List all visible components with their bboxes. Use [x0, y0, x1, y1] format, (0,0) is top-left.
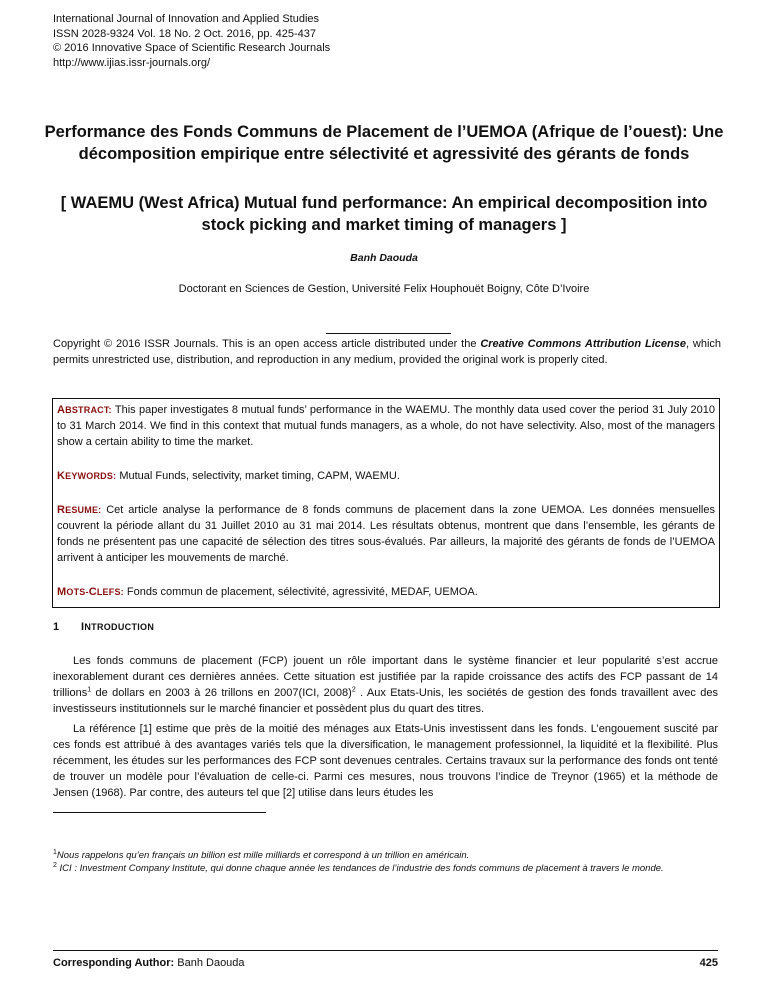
resume-text: Cet article analyse la performance de 8 fonds communs de placement dans la zone UEMOA. Les données mensuelles couvrent la période allant du 31 Juillet 2010 au 31 mai 2014. Les résultats obtenus, montrent que dans l’ensemble, les gérants de fonds ne présentent pas une capacité de sélection des titres sous-évalués. Par ailleurs, la majorité des gérants de fonds de l’UEMOA arrivent à anticiper les mouvements de marché.	[57, 504, 715, 564]
section-number: 1	[53, 621, 60, 633]
abstract-label: ABSTRACT:	[57, 404, 112, 416]
page-number: 425	[699, 957, 718, 969]
mots-clefs	[57, 584, 715, 600]
title-french	[40, 121, 728, 165]
abstract-box	[52, 398, 720, 608]
journal-url[interactable]: http://www.ijias.issr-journals.org/	[53, 56, 211, 69]
title-french-line-2: décomposition empirique entre sélectivité et agressivité des gérants de fonds	[78, 145, 690, 163]
journal-copyright: © 2016 Innovative Space of Scientific Research Journals	[53, 42, 331, 54]
abstract-text: This paper investigates 8 mutual funds’ performance in the WAEMU. The monthly data used cover the period 31 July 2010 to 31 March 2014. We find in this context that mutual funds managers, as a whole, do not have selectivity. Also, most of the managers show a certain ability to time the market.	[57, 404, 715, 448]
section-title: INTRODUCTION	[81, 621, 155, 633]
author-affiliation: Doctorant en Sciences de Gestion, Université Felix Houphouët Boigny, Côte D’Ivoire	[178, 283, 590, 295]
footnote-divider	[53, 812, 266, 813]
resume-label: RESUME:	[57, 504, 102, 516]
corresponding-author: Corresponding Author: Banh Daouda	[53, 957, 245, 969]
license-name[interactable]: Creative Commons Attribution License	[480, 338, 686, 350]
abstract	[57, 402, 715, 450]
section-heading	[53, 621, 154, 633]
mots-clefs-text: Fonds commun de placement, sélectivité, agressivité, MEDAF, UEMOA.	[123, 586, 478, 598]
title-english-line-2: stock picking and market timing of managers ]	[201, 216, 567, 234]
footnote-ref-1[interactable]: 1	[87, 686, 92, 694]
journal-issn: ISSN 2028-9324 Vol. 18 No. 2 Oct. 2016, pp. 425-437	[53, 27, 316, 40]
footnote-2: $^2$ ICI : Investment Company Institute, qui donne chaque année les tendances de l’industrie des fonds communs de placement à travers le monde.	[53, 861, 664, 874]
journal-header	[53, 12, 330, 70]
title-french-line-1: Performance des Fonds Communs de Placement de l’UEMOA (Afrique de l’ouest): Une	[44, 123, 724, 141]
footnote-1: $^1$Nous rappelons qu’en français un billion est mille milliards et correspond à un trillion en américain.	[53, 848, 470, 861]
intro-paragraph-1: Les fonds communs de placement (FCP) jouent un rôle important dans le système financier et leur popularité s’est accrue inexorablement durant ces dernières années. Cette situation est justifiée par la rapide croissance des actifs des FCP passant de 14 trillions$^1$ de dollars en 2003 à 26 trillons en 2007(ICI, 2008)$^2$ . Aux Etats-Unis, les sociétés de gestion des fonds travaillent avec des investisseurs institutionnels sur le marché financier et possèdent plus du quart des titres.	[53, 655, 718, 715]
title-english	[40, 192, 728, 236]
copyright-text-end: , which permits unrestricted use, distribution, and reproduction in any medium, provided the original work is properly cited.	[53, 338, 722, 366]
footnote-ref-2[interactable]: 2	[351, 686, 356, 694]
title-english-line-1: [ WAEMU (West Africa) Mutual fund performance: An empirical decomposition into	[60, 194, 708, 212]
keywords-text: Mutual Funds, selectivity, market timing, CAPM, WAEMU.	[116, 470, 400, 482]
keywords	[57, 468, 715, 484]
resume	[57, 502, 715, 566]
intro-paragraph-2: La référence [1] estime que près de la moitié des ménages aux Etats-Unis investissent dans les fonds. L’engouement suscité par ces fonds est attribué à des avantages variés tels que la diversification, le management professionnel, la liquidité et la flexibilité. Plus récemment, les études sur les performances des FCP sont devenues centrales. Certains travaux sur la performance des fonds ont tenté de trouver un modèle pour l’évaluation de celle-ci. Parmi ces mesures, nous trouvons l’indice de Treynor (1965) et la méthode de Jensen (1968). Par contre, des auteurs tel que [2] utilise dans leurs études les	[53, 723, 718, 799]
footnotes	[53, 850, 718, 875]
copyright-notice	[53, 336, 721, 368]
journal-name: International Journal of Innovation and Applied Studies	[53, 13, 320, 25]
footer-divider	[53, 950, 718, 951]
keywords-label: KEYWORDS:	[57, 470, 117, 482]
copyright-divider	[326, 333, 451, 334]
author-name: Banh Daouda	[350, 252, 418, 264]
copyright-text-start: Copyright © 2016 ISSR Journals. This is an open access article distributed under the	[53, 338, 481, 350]
mots-clefs-label: MOTS-CLEFS:	[57, 586, 124, 598]
